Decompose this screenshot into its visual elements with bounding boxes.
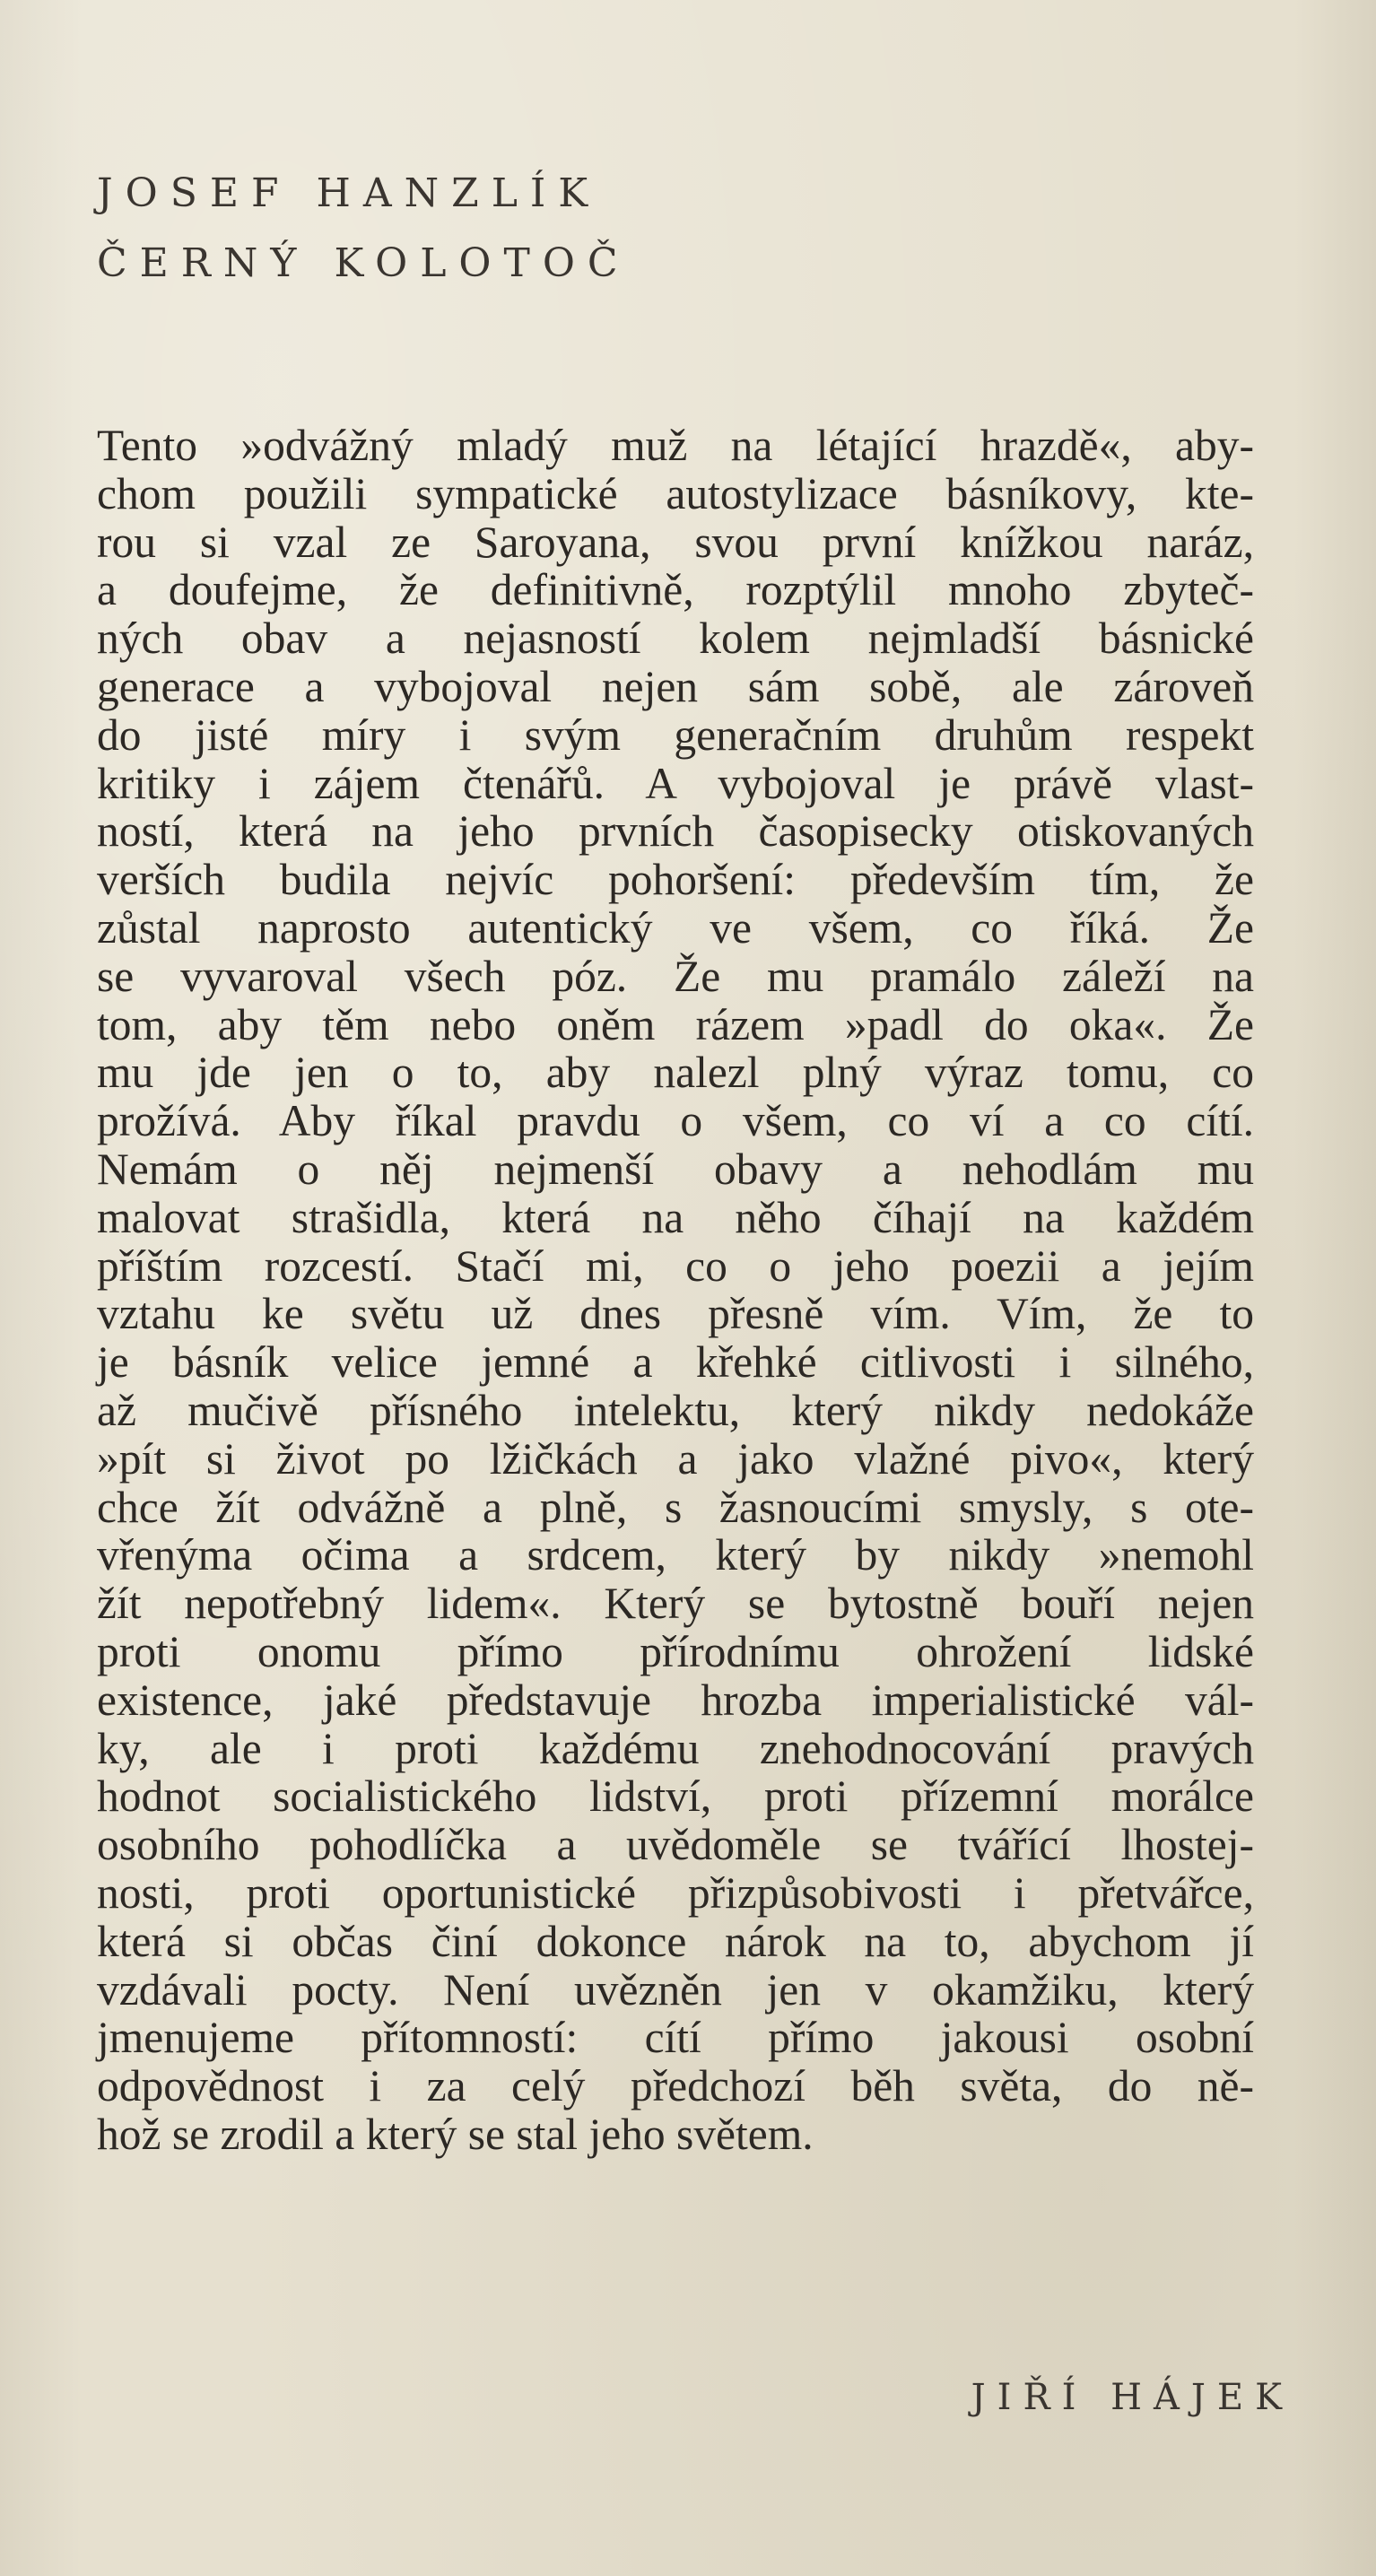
text-line: mu jde jen o to, aby nalezl plný výraz tomu, co xyxy=(97,1048,1254,1098)
text-line: příštím rozcestí. Stačí mi, co o jeho poezii a jejím xyxy=(97,1240,1254,1291)
text-line: Tento »odvážný mladý muž na létající hrazdě«, aby- xyxy=(97,421,1254,470)
text-line: žít nepotřebný lidem«. Který se bytostně bouří nejen xyxy=(97,1579,1254,1629)
text-line: existence, jaké představuje hrozba imperialistické vál- xyxy=(97,1675,1254,1725)
text-line: je básník velice jemné a křehké citlivosti i silného, xyxy=(97,1337,1254,1388)
text-line: jmenujeme přítomností: cítí přímo jakousi osobní xyxy=(97,2013,1254,2063)
text-line: kritiky i zájem čtenářů. A vybojoval je právě vlast- xyxy=(97,758,1254,808)
text-line: a doufejme, že definitivně, rozptýlil mnoho zbyteč- xyxy=(97,565,1254,615)
text-line: proti onomu přímo přírodnímu ohrožení lidské xyxy=(97,1626,1254,1676)
text-line: která si občas činí dokonce nárok na to, abychom jí xyxy=(97,1916,1254,1966)
text-line: osobního pohodlíčka a uvědoměle se tvářící lhostej- xyxy=(97,1820,1254,1870)
text-line: prožívá. Aby říkal pravdu o všem, co ví a co cítí. xyxy=(97,1096,1254,1146)
author-name: JOSEF HANZLÍK xyxy=(97,170,601,216)
text-line: ností, která na jeho prvních časopisecky otiskovaných xyxy=(97,806,1254,857)
text-line: ky, ale i proti každému znehodnocování pravých xyxy=(97,1723,1254,1773)
text-line: do jisté míry i svým generačním druhům respekt xyxy=(97,709,1254,760)
text-line: chce žít odvážně a plně, s žasnoucími smysly, s ote- xyxy=(97,1482,1254,1532)
text-line: vzdávali pocty. Není uvězněn jen v okamžiku, který xyxy=(97,1964,1254,2015)
text-line: se vyvaroval všech póz. Že mu pramálo záleží na xyxy=(97,951,1254,1001)
text-line: hož se zrodil a který se stal jeho světem. xyxy=(97,2109,814,2159)
text-line: vřenýma očima a srdcem, který by nikdy »nemohl xyxy=(97,1530,1254,1580)
text-line: »pít si život po lžičkách a jako vlažné pivo«, který xyxy=(97,1433,1254,1484)
blurb-text xyxy=(97,422,1254,2159)
book-title: ČERNÝ KOLOTOČ xyxy=(97,240,631,286)
text-line: generace a vybojoval nejen sám sobě, ale zároveň xyxy=(97,661,1254,711)
text-line: verších budila nejvíc pohoršení: především tím, že xyxy=(97,855,1254,905)
text-line: odpovědnost i za celý předchozí běh světa, do ně- xyxy=(97,2061,1254,2111)
text-line: rou si vzal ze Saroyana, svou první knížkou naráz, xyxy=(97,517,1254,567)
text-line: zůstal naprosto autentický ve všem, co říká. Že xyxy=(97,902,1254,953)
text-line: Nemám o něj nejmenší obavy a nehodlám mu xyxy=(97,1144,1254,1194)
text-line: vztahu ke světu už dnes přesně vím. Vím, že to xyxy=(97,1289,1254,1339)
text-line: tom, aby těm nebo oněm rázem »padl do oka«. Že xyxy=(97,999,1254,1049)
text-line: až mučivě přísného intelektu, který nikdy nedokáže xyxy=(97,1385,1254,1435)
text-line: hodnot socialistického lidství, proti přízemní morálce xyxy=(97,1771,1254,1822)
text-line: nosti, proti oportunistické přizpůsobivosti i přetvářce, xyxy=(97,1867,1254,1918)
text-line: malovat strašidla, která na něho číhají na každém xyxy=(97,1192,1254,1242)
text-line: chom použili sympatické autostylizace básníkovy, kte- xyxy=(97,468,1254,518)
signature: JIŘÍ HÁJEK xyxy=(971,2377,1293,2418)
text-line: ných obav a nejasností kolem nejmladší básnické xyxy=(97,614,1254,664)
